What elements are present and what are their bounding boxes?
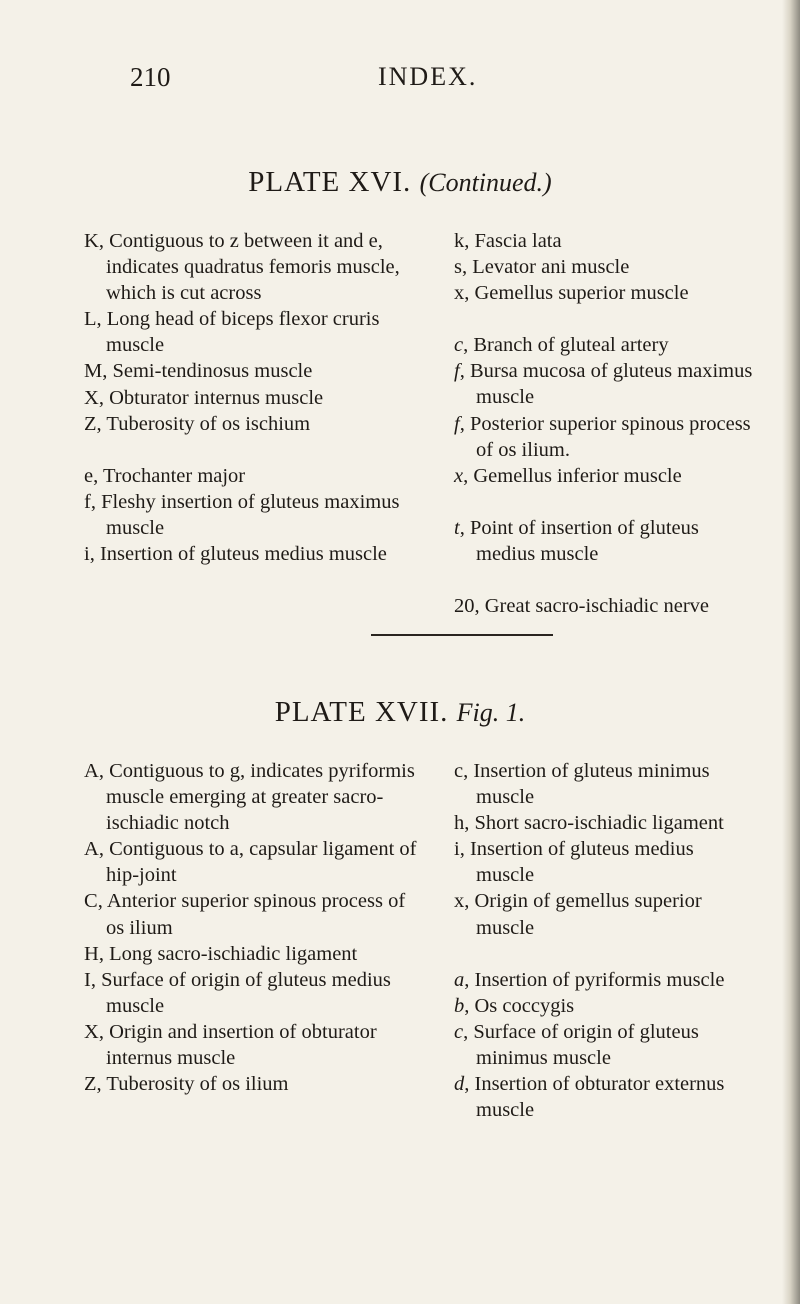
- index-entry: t, Point of insertion of gluteus medius muscle: [454, 516, 699, 565]
- page-number: 210: [130, 62, 171, 92]
- plate-xvi-continued: (Continued.): [419, 168, 552, 197]
- spacer: [454, 306, 754, 332]
- index-entry: I, Surface of origin of gluteus medius muscle: [84, 968, 391, 1017]
- index-entry: A, Contiguous to g, indicates pyriformis muscle emerging at greater sacro-ischiadic notch: [84, 760, 415, 835]
- index-entry: L, Long head of biceps flexor cruris muscle: [84, 308, 380, 357]
- index-entry: s, Levator ani muscle: [454, 256, 630, 279]
- index-entry: d, Insertion of obturator externus muscle: [454, 1073, 725, 1122]
- spacer: [454, 941, 754, 967]
- index-entry: H, Long sacro-ischiadic ligament: [84, 942, 358, 965]
- index-entry: a, Insertion of pyriformis muscle: [454, 968, 725, 991]
- index-entry: f, Fleshy insertion of gluteus maximus muscle: [84, 490, 400, 539]
- spacer: [454, 489, 754, 515]
- index-entry: b, Os coccygis: [454, 994, 575, 1017]
- plate-xvi-heading: [0, 166, 800, 199]
- index-entry: k, Fascia lata: [454, 230, 562, 252]
- index-entry: Z, Tuberosity of os ilium: [84, 1073, 289, 1096]
- index-entry: [454, 567, 754, 593]
- index-entry: c, Branch of gluteal artery: [454, 334, 669, 357]
- plate-xvii-fig: Fig. 1.: [456, 698, 526, 727]
- plate-xvii-right-column: [454, 758, 754, 1123]
- index-entry: e, Trochanter major: [84, 464, 246, 487]
- index-entry: c, Insertion of gluteus minimus muscle: [454, 760, 710, 809]
- index-entry: i, Insertion of gluteus medius muscle: [84, 543, 387, 566]
- index-entry: A, Contiguous to a, capsular ligament of hip-joint: [84, 838, 417, 887]
- plate-xvi-right-column: [454, 228, 754, 619]
- index-entry: 20, Great sacro-ischiadic nerve: [454, 595, 709, 618]
- plate-xvii-title: PLATE XVII.: [274, 696, 449, 728]
- index-entry: h, Short sacro-ischiadic ligament: [454, 812, 724, 835]
- plate-xvii-heading: [0, 696, 800, 729]
- index-entry: K, Contiguous to z between it and e, indicates quadratus femoris muscle, which is cut across: [84, 230, 400, 305]
- index-entry: c, Surface of origin of gluteus minimus muscle: [454, 1020, 699, 1069]
- index-entry: C, Anterior superior spinous process of os ilium: [84, 890, 406, 939]
- index-entry: x, Gemellus superior muscle: [454, 282, 689, 305]
- index-entry: f, Bursa mucosa of gluteus maximus muscle: [454, 360, 753, 409]
- plate-xvii-left-column: [84, 758, 418, 1097]
- running-head: [0, 62, 800, 102]
- plate-xvi-title: PLATE XVI.: [248, 166, 412, 198]
- spacer: [84, 437, 418, 463]
- section-divider: [371, 634, 553, 636]
- index-entry: x, Origin of gemellus superior muscle: [454, 890, 702, 939]
- index-entry: f, Posterior superior spinous process of os ilium.: [454, 412, 751, 461]
- index-entry: x, Gemellus inferior muscle: [454, 464, 682, 487]
- index-entry: i, Insertion of gluteus medius muscle: [454, 838, 694, 887]
- index-entry: Z, Tuberosity of os ischium: [84, 412, 311, 435]
- index-entry: X, Obturator internus muscle: [84, 386, 324, 409]
- index-entry: M, Semi-tendinosus muscle: [84, 360, 313, 383]
- running-title: INDEX.: [378, 62, 478, 91]
- index-entry: X, Origin and insertion of obturator internus muscle: [84, 1020, 377, 1070]
- plate-xvi-left-column: [84, 228, 418, 567]
